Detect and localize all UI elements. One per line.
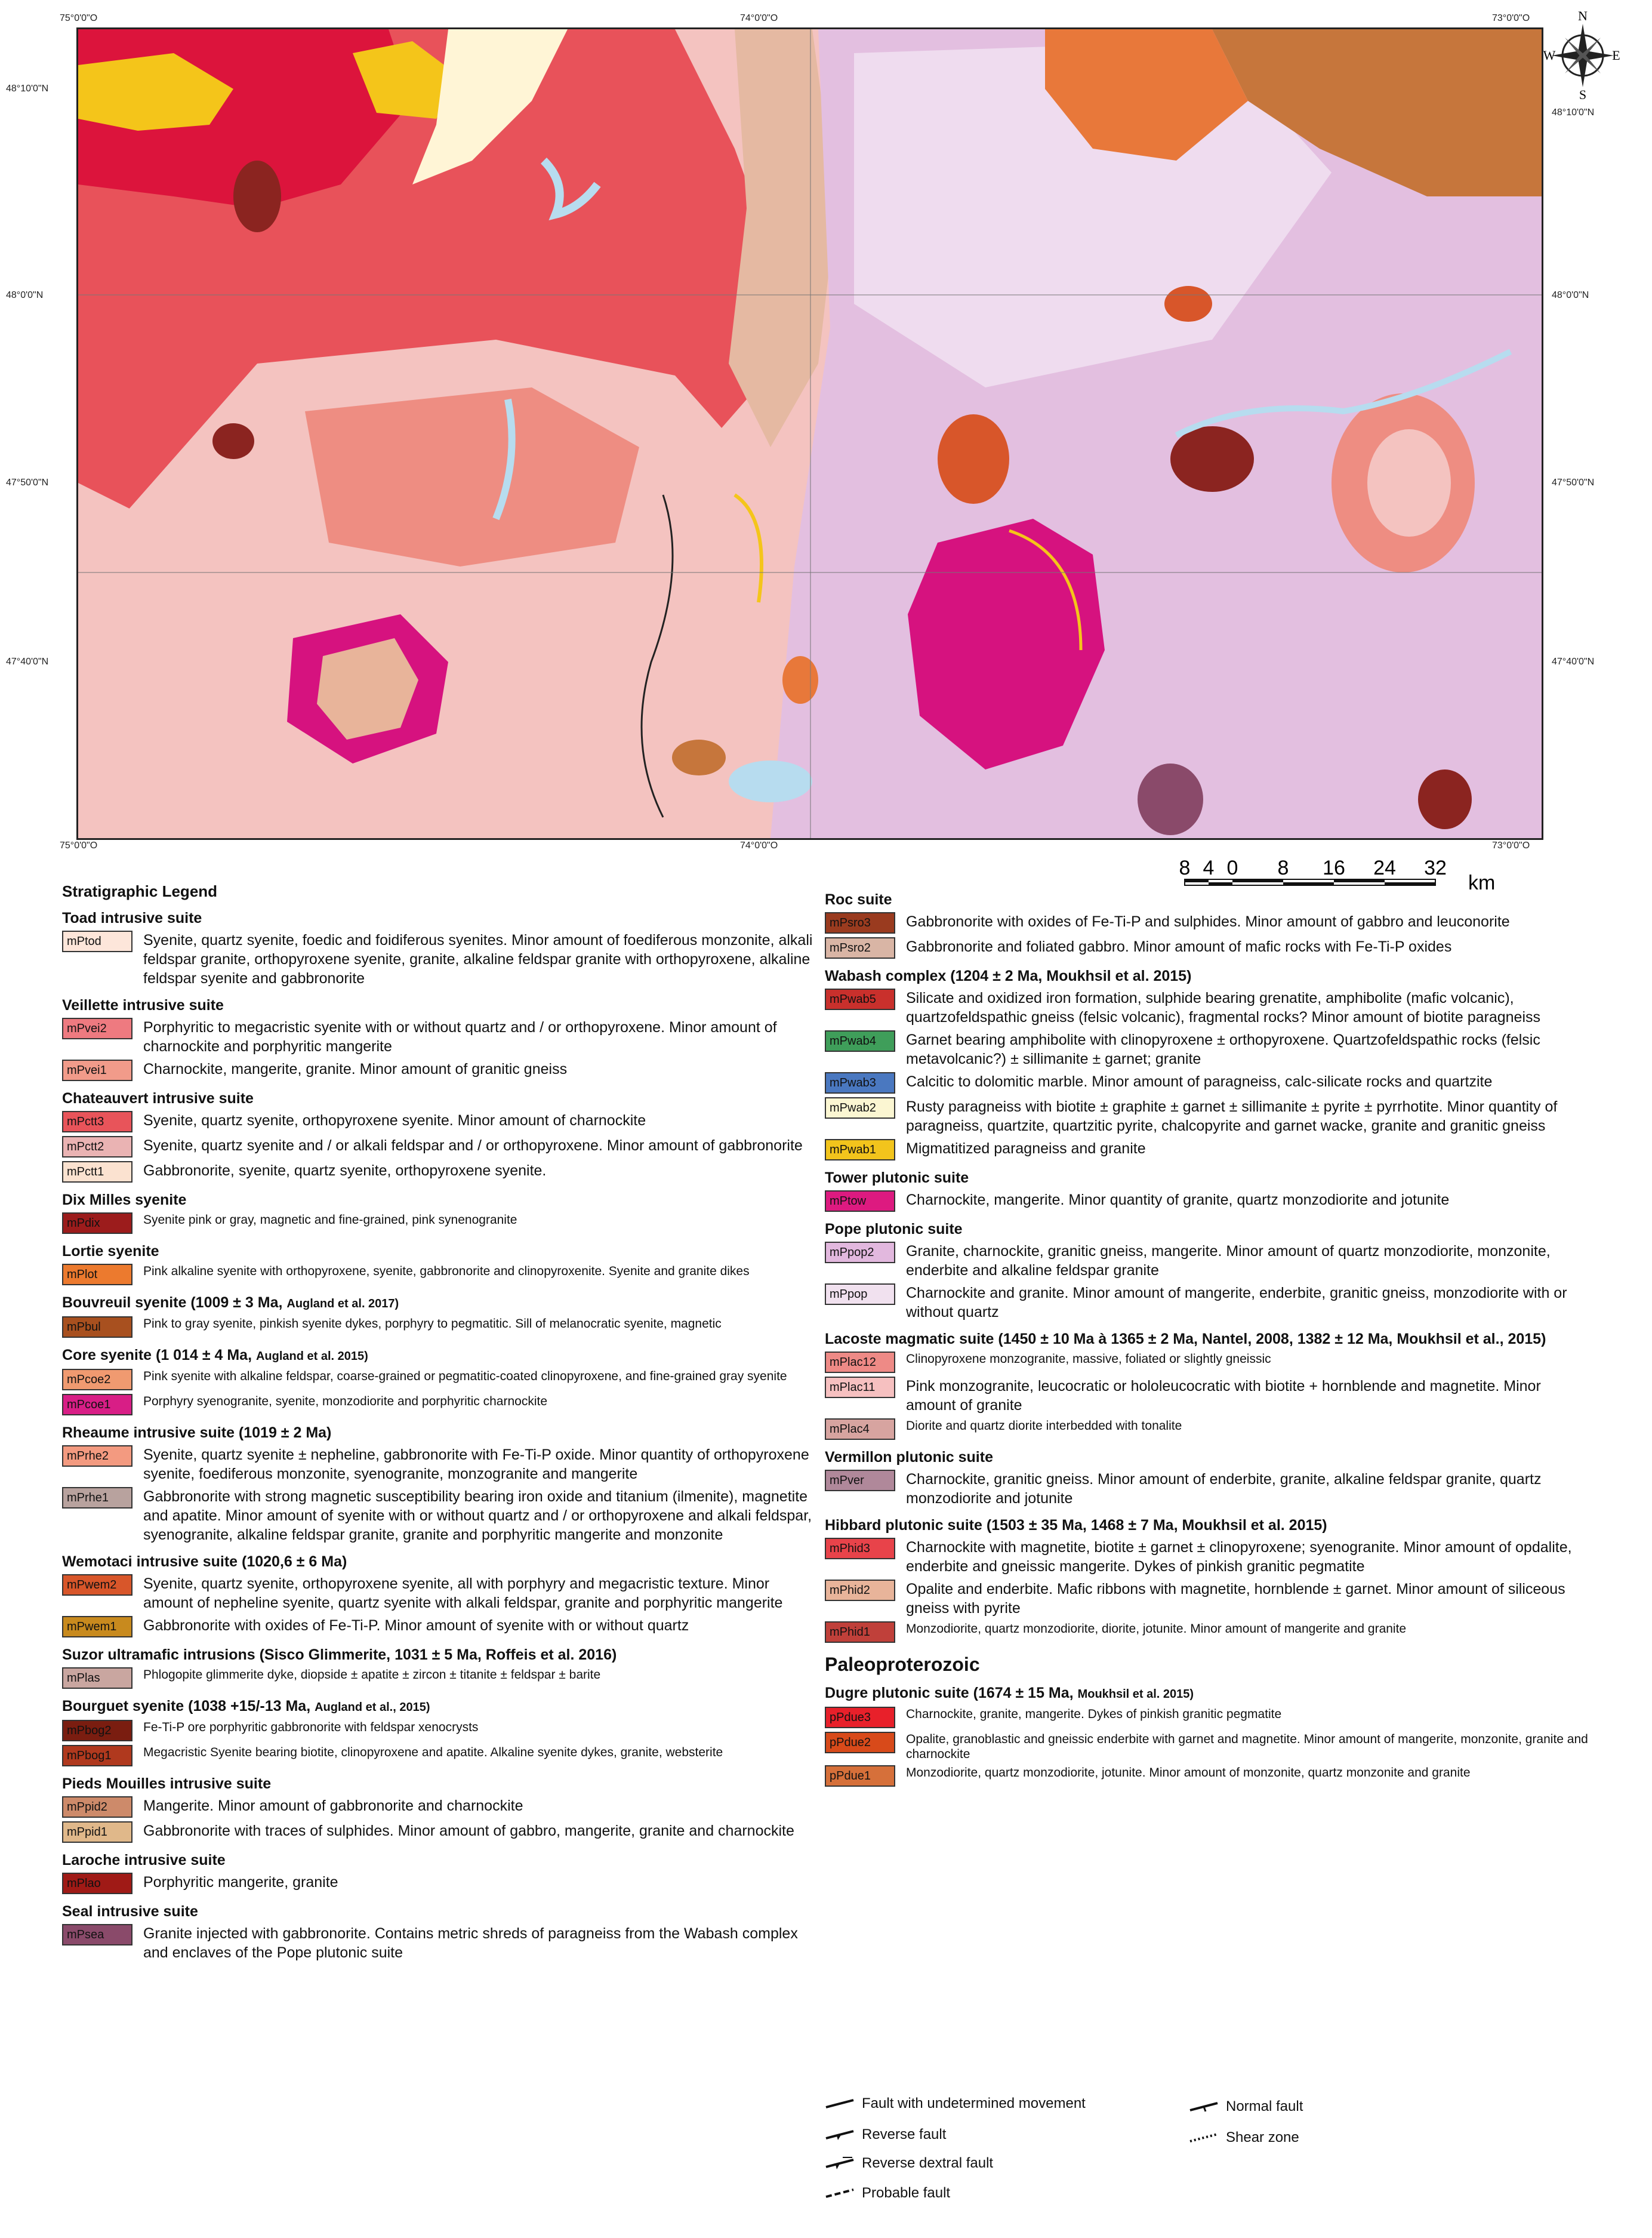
legend-swatch: mPwab3: [825, 1072, 895, 1094]
legend-group-name: Veillette intrusive suite: [62, 997, 224, 1014]
legend-unit-mPtod[interactable]: [62, 931, 814, 988]
legend-description: Garnet bearing amphibolite with clinopyroxene ± orthopyroxene. Quartzofeldspathic rocks (felsic metavolcanic?) ± sillimanite ± garnet; granite: [906, 1032, 1540, 1067]
legend-unit-mPwem2[interactable]: [62, 1574, 814, 1612]
lon-label-top: 75°0'0"O: [60, 13, 98, 23]
legend-group-name: Wemotaci intrusive suite (1020,6 ± 6 Ma): [62, 1553, 347, 1570]
legend-group: [62, 1424, 814, 1544]
legend-description: Syenite, quartz syenite, orthopyroxene syenite. Minor amount of charnockite: [143, 1112, 646, 1129]
legend-swatch: mPdix: [62, 1212, 132, 1234]
lon-label-top: 73°0'0"O: [1492, 13, 1530, 23]
legend-unit-mPtow[interactable]: [825, 1190, 1589, 1212]
legend-description: Gabbronorite with strong magnetic susceptibility bearing iron oxide and titanium (ilmenite), magnetite and apatite. Minor amount of syenite with or without quartz and / or orthopyroxene and alkali feldspar, syenogranite, alkaline feldspar granite, granite and porphyritic mangerite and monzonite: [143, 1488, 812, 1543]
legend-unit-mPsro3[interactable]: [825, 912, 1589, 934]
lat-label-right: 47°50'0"N: [1552, 478, 1595, 488]
legend-unit-mPhid2[interactable]: [825, 1580, 1589, 1618]
legend-group: [825, 1169, 1589, 1212]
map-unit-mPbog2-n[interactable]: [233, 161, 281, 232]
legend-group-name: Bouvreuil syenite (1009 ± 3 Ma, Augland et al. 2017): [62, 1294, 399, 1311]
legend-group-name: Wabash complex (1204 ± 2 Ma, Moukhsil et al. 2015): [825, 968, 1192, 984]
legend-group-name: Dugre plutonic suite (1674 ± 15 Ma, Moukhsil et al. 2015): [825, 1685, 1194, 1701]
legend-unit-mPpop[interactable]: [825, 1283, 1589, 1322]
legend-swatch: mPtow: [825, 1190, 895, 1212]
legend-group: [62, 1089, 814, 1183]
legend-unit-mPpop2[interactable]: [825, 1242, 1589, 1280]
fault-legend: [825, 2095, 1601, 2227]
lon-label-bottom: 74°0'0"O: [740, 841, 778, 851]
legend-swatch: pPdue1: [825, 1765, 895, 1787]
legend-swatch: mPwab5: [825, 989, 895, 1010]
legend-unit-mPwab2[interactable]: [825, 1097, 1589, 1135]
fault-shear: [1189, 2129, 1299, 2146]
legend-group: [62, 1851, 814, 1894]
legend-swatch: mPpid2: [62, 1796, 132, 1818]
legend-swatch: mPbog2: [62, 1720, 132, 1741]
fault-probable: [825, 2185, 950, 2202]
fault-probable-icon: [825, 2187, 855, 2199]
legend-group-name: Core syenite (1 014 ± 4 Ma, Augland et al. 2015): [62, 1347, 368, 1363]
legend-swatch: mPhid2: [825, 1580, 895, 1601]
legend-unit-mPrhe1[interactable]: [62, 1487, 814, 1544]
map-unit-mPdix[interactable]: [1418, 769, 1472, 829]
legend-unit-mPcoe2[interactable]: [62, 1369, 814, 1390]
compass-s: S: [1579, 87, 1587, 102]
legend-description: Charnockite, granite, mangerite. Dykes of pinkish granitic pegmatite: [906, 1707, 1282, 1721]
legend-description: Diorite and quartz diorite interbedded with tonalite: [906, 1419, 1182, 1433]
legend-unit-pPdue1[interactable]: [825, 1765, 1589, 1787]
lon-label-bottom: 73°0'0"O: [1492, 841, 1530, 851]
legend-group: [62, 1294, 814, 1338]
scale-tick-label: 0: [1226, 857, 1238, 879]
legend-unit-mPwem1[interactable]: [62, 1616, 814, 1637]
legend-group: [62, 996, 814, 1081]
lat-label-right: 48°0'0"N: [1552, 290, 1589, 300]
legend-description: Pink monzogranite, leucocratic or hololeucocratic with biotite + hornblende and magnetite. Minor amount of granite: [906, 1378, 1541, 1414]
legend-group: [825, 891, 1589, 959]
legend-unit-mPwab5[interactable]: [825, 989, 1589, 1027]
legend-swatch: mPwab2: [825, 1097, 895, 1119]
legend-group: [62, 1775, 814, 1843]
scale-tick-label: 24: [1373, 857, 1396, 879]
legend-unit-mPsea[interactable]: [62, 1924, 814, 1962]
legend-unit-pPdue3[interactable]: [825, 1707, 1589, 1728]
legend-swatch: mPsea: [62, 1924, 132, 1945]
legend-description: Pink to gray syenite, pinkish syenite dykes, porphyry to pegmatitic. Sill of melanocratic syenite, magnetic: [143, 1317, 722, 1331]
legend-description: Rusty paragneiss with biotite ± graphite ± garnet ± sillimanite ± pyrite ± pyrrhotite. Minor quantity of paragneiss, quartzite, quartzitic pyrite, chalcopyrite and garnet wacke, granite and granitic gneiss: [906, 1098, 1558, 1134]
lat-label-left: 48°10'0"N: [6, 84, 49, 94]
fault-reverse-icon: [825, 2129, 855, 2141]
legend-group: [825, 1330, 1589, 1440]
legend-swatch: mPctt1: [62, 1161, 132, 1183]
legend-group: [62, 1553, 814, 1637]
legend-group-name: Dix Milles syenite: [62, 1192, 187, 1208]
legend-swatch: mPlac12: [825, 1352, 895, 1373]
legend-description: Porphyry syenogranite, syenite, monzodiorite and porphyritic charnockite: [143, 1394, 548, 1408]
map-unit-mPlot-s[interactable]: [782, 656, 818, 704]
legend-swatch: mPver: [825, 1470, 895, 1491]
legend-description: Gabbronorite with oxides of Fe-Ti-P and sulphides. Minor amount of gabbro and leuconorite: [906, 913, 1510, 930]
legend-description: Mangerite. Minor amount of gabbronorite and charnockite: [143, 1797, 523, 1814]
legend-swatch: mPsro2: [825, 937, 895, 959]
lon-label-top: 74°0'0"O: [740, 13, 778, 23]
legend-group: [62, 1191, 814, 1234]
legend-swatch: pPdue2: [825, 1732, 895, 1753]
geologic-map[interactable]: [76, 27, 1543, 840]
fault-normal: [1189, 2098, 1303, 2115]
legend-unit-mPver[interactable]: [825, 1470, 1589, 1508]
legend-unit-mPhid1[interactable]: [825, 1621, 1589, 1643]
legend-swatch: mPtod: [62, 931, 132, 952]
legend-swatch: mPvei2: [62, 1018, 132, 1039]
legend-group: [825, 967, 1589, 1160]
legend-description: Charnockite, granitic gneiss. Minor amount of enderbite, granite, alkaline feldspar granite, quartz monzodiorite and jotunite: [906, 1471, 1542, 1507]
legend-description: Megacristic Syenite bearing biotite, clinopyroxene and apatite. Alkaline syenite dykes, granite, websterite: [143, 1746, 723, 1759]
legend-unit-mPpid1[interactable]: [62, 1821, 814, 1843]
legend-description: Clinopyroxene monzogranite, massive, foliated or slightly gneissic: [906, 1352, 1271, 1366]
legend-right-column: [825, 882, 1589, 1787]
fault-reverse-dextral: [825, 2155, 993, 2172]
legend-unit-mPvei2[interactable]: [62, 1018, 814, 1056]
legend-group: [62, 1346, 814, 1415]
legend-group-name: Tower plutonic suite: [825, 1169, 969, 1186]
legend-group-name: Toad intrusive suite: [62, 910, 202, 926]
legend-swatch: mPpop: [825, 1283, 895, 1305]
map-unit-mPbul-s[interactable]: [672, 740, 726, 775]
legend-swatch: mPpid1: [62, 1821, 132, 1843]
legend-description: Porphyritic to megacristic syenite with or without quartz and / or orthopyroxene. Minor amount of charnockite and porphyritic mangerite: [143, 1019, 777, 1055]
map-unit-mPsea[interactable]: [1138, 764, 1203, 835]
compass-w: W: [1543, 48, 1556, 63]
era-title: Paleoproterozoic: [825, 1654, 980, 1675]
legend-group-name: Bourguet syenite (1038 +15/-13 Ma, Augland et al., 2015): [62, 1698, 430, 1714]
lat-label-left: 47°50'0"N: [6, 478, 49, 488]
legend-description: Migmatitized paragneiss and granite: [906, 1140, 1146, 1157]
scale-tick-label: 4: [1203, 857, 1215, 879]
legend-swatch: mPhid1: [825, 1621, 895, 1643]
legend-swatch: mPlas: [62, 1667, 132, 1689]
legend-group: [62, 1697, 814, 1766]
lake-south: [729, 761, 812, 802]
legend-swatch: mPpop2: [825, 1242, 895, 1263]
legend-description: Syenite, quartz syenite, foedic and foidiferous syenites. Minor amount of foediferous monzonite, alkali feldspar granite, orthopyroxene syenite, granite, alkaline feldspar granite with orthopyroxene, alkaline feldspar syenite and gabbronorite: [143, 932, 813, 987]
fault-normal-label: Normal fault: [1226, 2098, 1303, 2114]
legend-swatch: mPlac4: [825, 1418, 895, 1440]
map-unit-mPlac11-e[interactable]: [1367, 429, 1451, 537]
legend-group: [825, 1516, 1589, 1643]
legend-group-name: Lortie syenite: [62, 1243, 159, 1260]
legend-unit-mPwab4[interactable]: [825, 1030, 1589, 1069]
legend-description: Silicate and oxidized iron formation, sulphide bearing grenatite, amphibolite (mafic volcanic), quartzofeldspathic gneiss (felsic volcanic), fragmental rocks? Minor amount of biotite paragneiss: [906, 990, 1541, 1026]
fault-undetermined-label: Fault with undetermined movement: [862, 2095, 1086, 2111]
fault-shear-label: Shear zone: [1226, 2129, 1299, 2145]
legend-group-name: Laroche intrusive suite: [62, 1852, 226, 1868]
legend-left-column: [62, 882, 814, 1962]
legend-unit-mPvei1[interactable]: [62, 1060, 814, 1081]
legend-swatch: mPrhe1: [62, 1487, 132, 1509]
legend-description: Monzodiorite, quartz monzodiorite, diorite, jotunite. Minor amount of mangerite and granite: [906, 1622, 1407, 1636]
legend-swatch: mPlao: [62, 1873, 132, 1894]
legend-description: Granite, charnockite, granitic gneiss, mangerite. Minor amount of quartz monzodiorite, monzonite, enderbite and alkaline feldspar granite: [906, 1243, 1551, 1279]
legend-unit-mPsro2[interactable]: [825, 937, 1589, 959]
legend-swatch: mPcoe2: [62, 1369, 132, 1390]
legend-unit-mPlas[interactable]: [62, 1667, 814, 1689]
map-unit-mPwem2[interactable]: [1164, 286, 1212, 322]
legend-swatch: mPsro3: [825, 912, 895, 934]
legend-group-name: Lacoste magmatic suite (1450 ± 10 Ma à 1365 ± 2 Ma, Nantel, 2008, 1382 ± 12 Ma, Moukhsil et al., 2015): [825, 1331, 1546, 1347]
legend-unit-mPcoe1[interactable]: [62, 1394, 814, 1415]
legend-description: Gabbronorite, syenite, quartz syenite, orthopyroxene syenite.: [143, 1162, 547, 1179]
legend-group-name: Pieds Mouilles intrusive suite: [62, 1775, 272, 1792]
legend-description: Gabbronorite with oxides of Fe-Ti-P. Minor amount of syenite with or without quartz: [143, 1617, 689, 1634]
legend-group: [62, 1242, 814, 1285]
scale-tick-label: 32: [1424, 857, 1447, 879]
fault-shear-icon: [1189, 2132, 1219, 2144]
legend-description: Fe-Ti-P ore porphyritic gabbronorite with feldspar xenocrysts: [143, 1720, 479, 1734]
legend-description: Gabbronorite and foliated gabbro. Minor amount of mafic rocks with Fe-Ti-P oxides: [906, 938, 1452, 955]
compass-e: E: [1612, 48, 1620, 63]
lat-label-left: 47°40'0"N: [6, 657, 49, 667]
legend-group-name: Suzor ultramafic intrusions (Sisco Glimmerite, 1031 ± 5 Ma, Roffeis et al. 2016): [62, 1646, 617, 1663]
legend-description: Opalite, granoblastic and gneissic enderbite with garnet and magnetite. Minor amount of mangerite, monzonite, granite and charnockite: [906, 1732, 1588, 1761]
legend-description: Gabbronorite with traces of sulphides. Minor amount of gabbro, mangerite, granite and charnockite: [143, 1823, 794, 1839]
fault-undetermined-icon: [825, 2098, 855, 2110]
legend-unit-mPlac11[interactable]: [825, 1377, 1589, 1415]
legend-description: Pink syenite with alkaline feldspar, coarse-grained or pegmatitic-coated clinopyroxene, and fine-grained gray syenite: [143, 1369, 787, 1383]
legend-group: [62, 1646, 814, 1689]
legend-description: Syenite, quartz syenite, orthopyroxene syenite, all with porphyry and megacristic texture. Minor amount of nepheline syenite, quartz syenite with alkali feldspar, granite and porphyritic mangerite: [143, 1575, 783, 1611]
legend-swatch: mPlot: [62, 1264, 132, 1285]
legend-unit-mPrhe2[interactable]: [62, 1445, 814, 1483]
legend-description: Granite injected with gabbronorite. Contains metric shreds of paragneiss from the Wabash complex and enclaves of the Pope plutonic suite: [143, 1925, 798, 1961]
legend-unit-mPlot[interactable]: [62, 1264, 814, 1285]
fault-probable-label: Probable fault: [862, 2185, 951, 2201]
legend-group: [825, 1448, 1589, 1508]
legend-description: Syenite pink or gray, magnetic and fine-grained, pink synenogranite: [143, 1213, 517, 1227]
legend-description: Opalite and enderbite. Mafic ribbons with magnetite, hornblende ± garnet. Minor amount of siliceous gneiss with pyrite: [906, 1581, 1565, 1617]
legend-description: Charnockite and granite. Minor amount of mangerite, enderbite, granitic gneiss, monzodiorite with or without quartz: [906, 1285, 1567, 1320]
legend-unit-mPctt2[interactable]: [62, 1136, 814, 1158]
legend-swatch: mPlac11: [825, 1377, 895, 1398]
legend-description: Phlogopite glimmerite dyke, diopside ± apatite ± zircon ± titanite ± feldspar ± barite: [143, 1668, 601, 1682]
legend-unit-mPctt1[interactable]: [62, 1161, 814, 1183]
legend-swatch: mPctt2: [62, 1136, 132, 1158]
legend-description: Syenite, quartz syenite ± nepheline, gabbronorite with Fe-Ti-P oxide. Minor quantity of orthopyroxene syenite, foediferous monzonite, syenogranite, monzogranite and mangerite: [143, 1446, 809, 1482]
scale-tick-label: 8: [1179, 857, 1191, 879]
fault-reverse-dextral-icon: [825, 2156, 855, 2171]
compass-n: N: [1578, 8, 1588, 23]
fault-reverse: [825, 2126, 946, 2143]
fault-undetermined: [825, 2095, 1086, 2112]
lat-label-left: 48°0'0"N: [6, 290, 44, 300]
legend-description: Charnockite, mangerite. Minor quantity of granite, quartz monzodiorite and jotunite: [906, 1192, 1450, 1208]
legend-unit-mPctt3[interactable]: [62, 1111, 814, 1132]
map-canvas: [78, 29, 1542, 838]
legend-unit-mPbog1[interactable]: [62, 1745, 814, 1766]
legend-unit-mPhid3[interactable]: [825, 1538, 1589, 1576]
legend-swatch: mPrhe2: [62, 1445, 132, 1467]
legend-description: Monzodiorite, quartz monzodiorite, jotunite. Minor amount of monzonite, quartz monzonite and granite: [906, 1766, 1471, 1780]
legend-description: Syenite, quartz syenite and / or alkali feldspar and / or orthopyroxene. Minor amount of gabbronorite: [143, 1137, 803, 1154]
legend-swatch: mPwem1: [62, 1616, 132, 1637]
legend-swatch: mPhid3: [825, 1538, 895, 1559]
legend-unit-mPwab1[interactable]: [825, 1139, 1589, 1160]
legend-unit-mPbog2[interactable]: [62, 1720, 814, 1741]
map-unit-mPbog2[interactable]: [212, 423, 254, 459]
fault-reverse-dextral-label: Reverse dextral fault: [862, 2155, 994, 2171]
legend-description: Pink alkaline syenite with orthopyroxene, syenite, gabbronorite and clinopyroxenite. Syenite and granite dikes: [143, 1264, 750, 1278]
compass-rose-icon: [1543, 8, 1620, 102]
map-unit-mPlao[interactable]: [1170, 426, 1254, 492]
fault-normal-icon: [1189, 2101, 1219, 2113]
legend-unit-mPlac4[interactable]: [825, 1418, 1589, 1440]
legend-swatch: mPvei1: [62, 1060, 132, 1081]
legend-group-name: Seal intrusive suite: [62, 1903, 198, 1920]
legend-group-name: Hibbard plutonic suite (1503 ± 35 Ma, 1468 ± 7 Ma, Moukhsil et al. 2015): [825, 1517, 1327, 1534]
legend-group: [62, 909, 814, 988]
legend-description: Porphyritic mangerite, granite: [143, 1874, 338, 1891]
legend-swatch: mPwem2: [62, 1574, 132, 1596]
legend-swatch: mPbog1: [62, 1745, 132, 1766]
legend-description: Charnockite with magnetite, biotite ± garnet ± clinopyroxene; syenogranite. Minor amount of opdalite, enderbite and gneissic mangerite. Dykes of pinkish granitic pegmatite: [906, 1539, 1572, 1575]
legend-group-name: Roc suite: [825, 891, 892, 908]
legend-unit-mPbul[interactable]: [62, 1316, 814, 1338]
fault-reverse-label: Reverse fault: [862, 2126, 947, 2142]
legend-unit-pPdue2[interactable]: [825, 1732, 1589, 1762]
legend-unit-mPpid2[interactable]: [62, 1796, 814, 1818]
legend-swatch: mPwab1: [825, 1139, 895, 1160]
legend-group: [62, 1903, 814, 1962]
legend-group-name: Chateauvert intrusive suite: [62, 1090, 254, 1107]
legend-swatch: mPwab4: [825, 1030, 895, 1052]
legend-swatch: mPctt3: [62, 1111, 132, 1132]
legend-group-name: Vermillon plutonic suite: [825, 1449, 993, 1466]
legend-unit-mPlac12[interactable]: [825, 1352, 1589, 1373]
lon-label-bottom: 75°0'0"O: [60, 841, 98, 851]
legend-unit-mPdix[interactable]: [62, 1212, 814, 1234]
map-unit-mPwem2-c[interactable]: [938, 414, 1009, 504]
legend-description: Charnockite, mangerite, granite. Minor amount of granitic gneiss: [143, 1061, 568, 1078]
lat-label-right: 48°10'0"N: [1552, 107, 1595, 118]
scale-unit: km: [1468, 872, 1496, 894]
legend-group: [825, 1684, 1589, 1787]
legend-group: [825, 1220, 1589, 1322]
legend-title: Stratigraphic Legend: [62, 882, 218, 900]
legend-unit-mPwab3[interactable]: [825, 1072, 1589, 1094]
lat-label-right: 47°40'0"N: [1552, 657, 1595, 667]
legend-group-name: Rheaume intrusive suite (1019 ± 2 Ma): [62, 1424, 332, 1441]
scale-tick-label: 8: [1277, 857, 1289, 879]
legend-swatch: pPdue3: [825, 1707, 895, 1728]
legend-swatch: mPbul: [62, 1316, 132, 1338]
legend-group-name: Pope plutonic suite: [825, 1221, 963, 1237]
legend-swatch: mPcoe1: [62, 1394, 132, 1415]
scale-tick-label: 16: [1323, 857, 1345, 879]
legend-unit-mPlao[interactable]: [62, 1873, 814, 1894]
legend-description: Calcitic to dolomitic marble. Minor amount of paragneiss, calc-silicate rocks and quartzite: [906, 1073, 1493, 1090]
